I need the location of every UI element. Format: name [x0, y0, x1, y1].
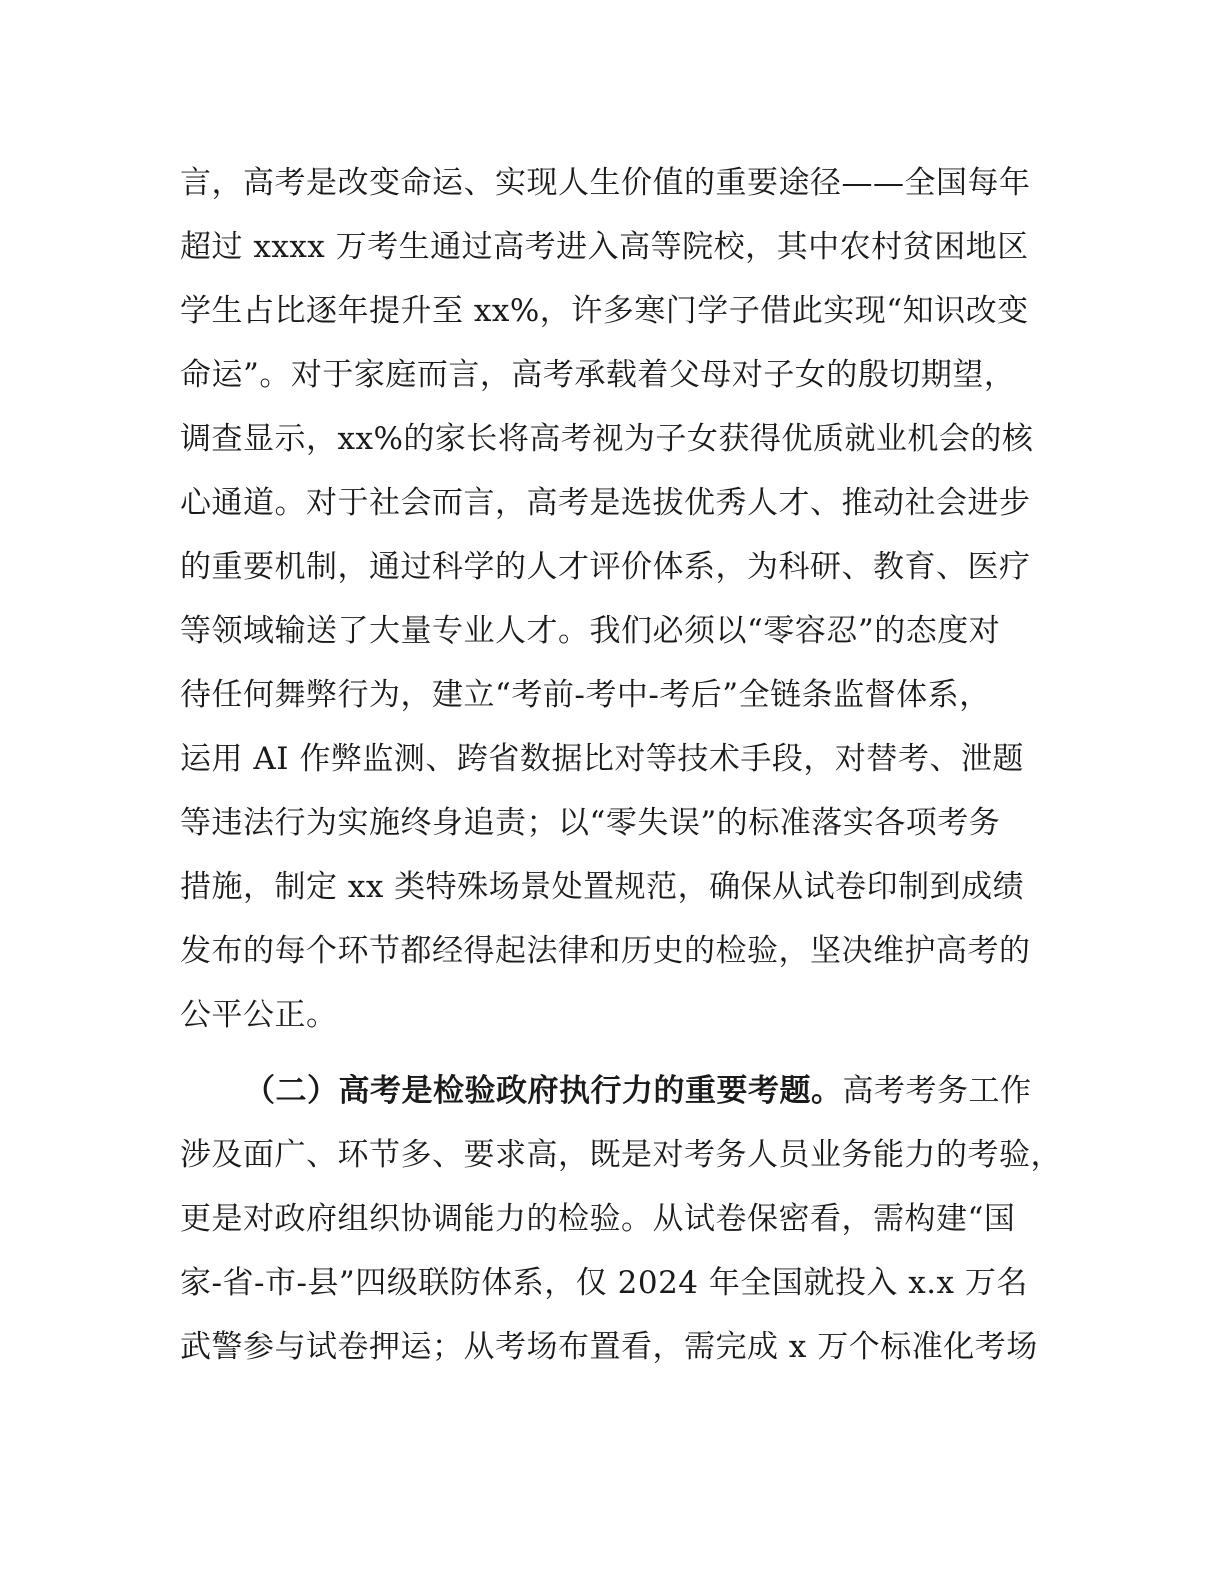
paragraph-line: 发布的每个环节都经得起法律和历史的检验，坚决维护高考的: [180, 933, 1031, 969]
paragraph-line: 武警参与试卷押运；从考场布置看，需完成 x 万个标准化考场: [180, 1329, 1038, 1365]
paragraph-line: 调查显示，xx%的家长将高考视为子女获得优质就业机会的核: [180, 421, 1034, 457]
paragraph-line: 待任何舞弊行为，建立“考前-考中-考后”全链条监督体系，: [180, 677, 991, 713]
section-heading: （二）高考是检验政府执行力的重要考题。: [244, 1073, 843, 1109]
paragraph-line: 命运”。对于家庭而言，高考承载着父母对子女的殷切期望，: [180, 357, 1016, 393]
paragraph-line: 家-省-市-县”四级联防体系，仅 2024 年全国就投入 x.x 万名: [180, 1265, 1028, 1301]
paragraph-line: 超过 xxxx 万考生通过高考进入高等院校，其中农村贫困地区: [180, 229, 1029, 265]
paragraph-line: 更是对政府组织协调能力的检验。从试卷保密看，需构建“国: [180, 1201, 1016, 1237]
paragraph-line: 的重要机制，通过科学的人才评价体系，为科研、教育、医疗: [180, 549, 1031, 585]
section-heading-line: [244, 1071, 1040, 1111]
paragraph-line: 措施，制定 xx 类特殊场景处置规范，确保从试卷印制到成绩: [180, 869, 1025, 905]
paragraph-line: 公平公正。: [180, 997, 338, 1033]
paragraph-line: 涉及面广、环节多、要求高，既是对考务人员业务能力的考验，: [180, 1137, 1062, 1173]
paragraph-line: 等违法行为实施终身追责；以“零失误”的标准落实各项考务: [180, 805, 1001, 841]
paragraph-line: 心通道。对于社会而言，高考是选拔优秀人才、推动社会进步: [180, 485, 1031, 521]
paragraph-line: 运用 AI 作弊监测、跨省数据比对等技术手段，对替考、泄题: [180, 741, 1024, 777]
paragraph-text: 高考考务工作: [842, 1073, 1032, 1109]
paragraph-line: 等领域输送了大量专业人才。我们必须以“零容忍”的态度对: [180, 613, 1001, 649]
paragraph-line: 学生占比逐年提升至 xx%，许多寒门学子借此实现“知识改变: [180, 293, 1029, 329]
paragraph-line: 言，高考是改变命运、实现人生价值的重要途径——全国每年: [180, 165, 1031, 201]
